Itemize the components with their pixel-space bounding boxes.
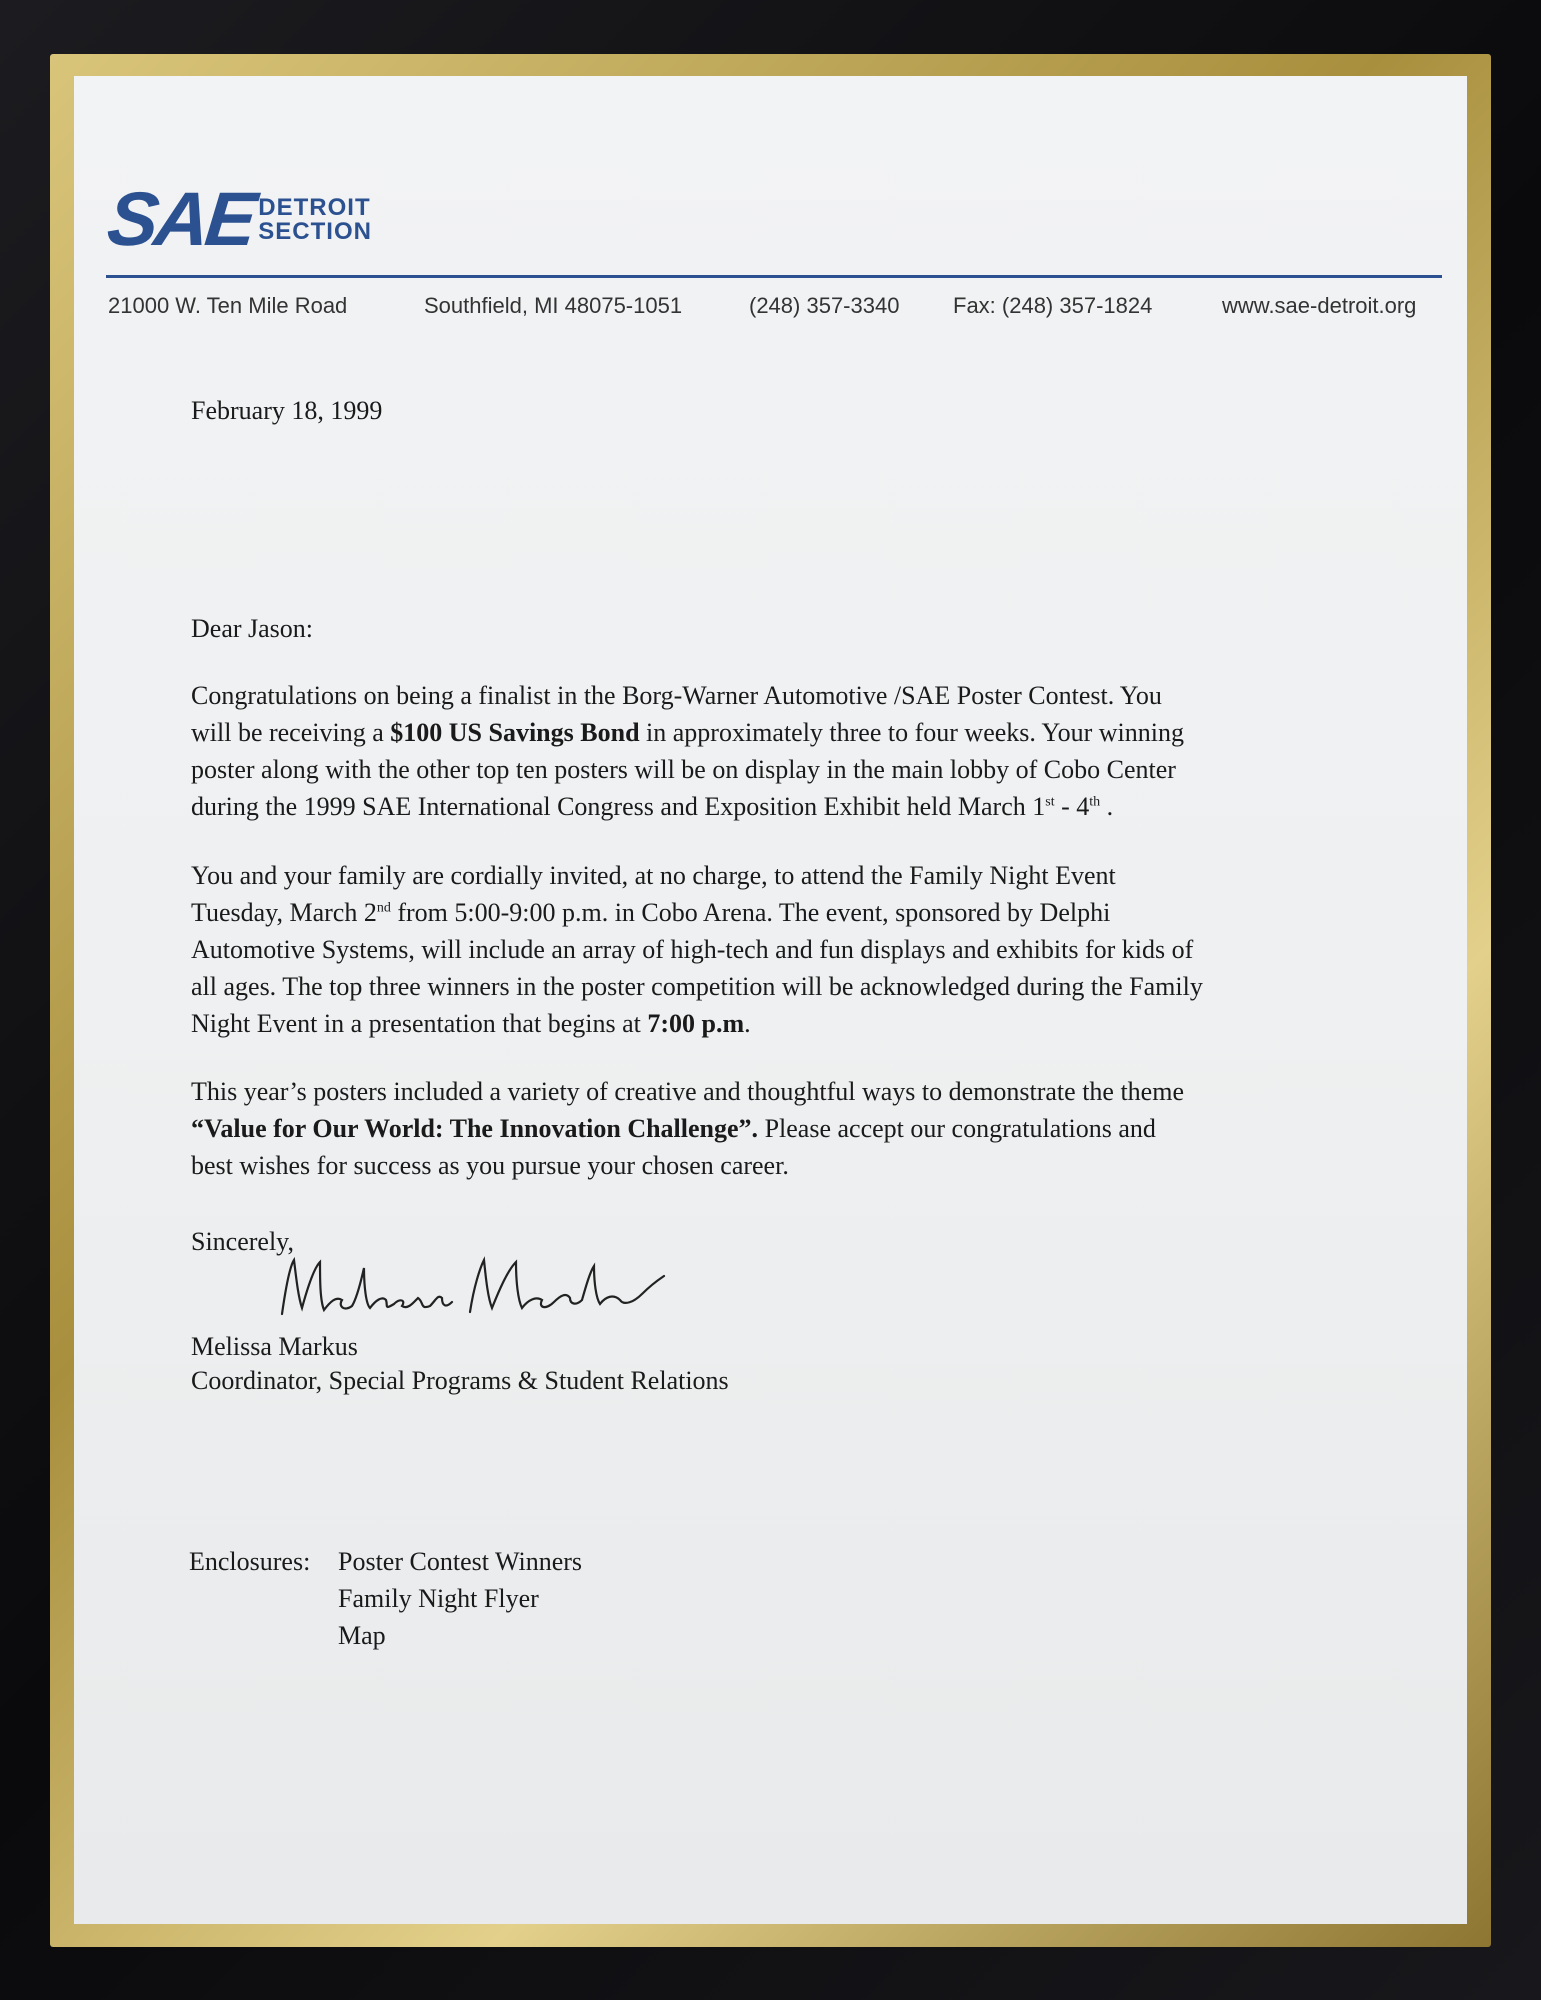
sae-logo [103, 177, 372, 262]
p3-line2-b: Please accept our congratulations and [758, 1114, 1156, 1143]
paragraph-3 [191, 1073, 1184, 1184]
p2-line2-a: Tuesday, March 2 [191, 898, 377, 927]
p1-line4-c: . [1100, 792, 1114, 821]
letterhead-phone: (248) 357-3340 [749, 293, 900, 318]
p2-line5 [191, 1005, 1203, 1042]
salutation: Dear Jason: [191, 614, 314, 643]
logo-sub-line2: SECTION [258, 218, 372, 245]
letterhead-address: 21000 W. Ten Mile Road [108, 293, 348, 318]
p1-line2-b: in approximately three to four weeks. Your winning [639, 718, 1184, 747]
logo-main-text: SAE [103, 177, 257, 262]
logo-sub-line1: DETROIT [258, 194, 371, 221]
letterhead-city: Southfield, MI 48075-1051 [424, 293, 683, 318]
enclosure-item: Family Night Flyer [338, 1584, 539, 1613]
handwritten-signature [274, 1246, 674, 1336]
p2-line5-a: Night Event in a presentation that begins at [191, 1009, 648, 1038]
p2-line3: Automotive Systems, will include an array of high-tech and fun displays and exhibits for kids of [191, 935, 1194, 964]
p1-line2-a: will be receiving a [191, 718, 391, 747]
enclosure-item: Map [338, 1621, 386, 1650]
letterhead-rule [106, 275, 1442, 278]
p1-line4-b: - 4 [1054, 792, 1090, 821]
p2-line2 [191, 894, 1203, 931]
p1-line2 [191, 714, 1184, 751]
p2-line5-b: . [744, 1009, 751, 1038]
p3-line1: This year’s posters included a variety of creative and thoughtful ways to demonstrate the theme [191, 1077, 1184, 1106]
theme-text: “Value for Our World: The Innovation Challenge”. [191, 1114, 759, 1143]
letterhead-website: www.sae-detroit.org [1222, 293, 1417, 318]
letter-date: February 18, 1999 [191, 396, 383, 425]
p3-line3: best wishes for success as you pursue your chosen career. [191, 1151, 789, 1180]
p1-line1: Congratulations on being a finalist in the Borg-Warner Automotive /SAE Poster Contest. You [191, 681, 1162, 710]
savings-bond-text: $100 US Savings Bond [390, 718, 640, 747]
p3-line2 [191, 1110, 1184, 1147]
p1-line4 [191, 788, 1184, 825]
signer-name: Melissa Markus [191, 1332, 358, 1361]
p1-line3: poster along with the other top ten posters will be on display in the main lobby of Cobo Center [191, 755, 1176, 784]
p2-line2-b: from 5:00-9:00 p.m. in Cobo Arena. The event, sponsored by Delphi [390, 898, 1111, 927]
letterhead-fax: Fax: (248) 357-1824 [953, 293, 1153, 318]
closing: Sincerely, [191, 1227, 294, 1256]
p1-line4-a: during the 1999 SAE International Congress and Exposition Exhibit held March 1 [191, 792, 1046, 821]
p2-line4: all ages. The top three winners in the poster competition will be acknowledged during the Family [191, 972, 1203, 1001]
paragraph-1 [191, 677, 1184, 825]
signer-title: Coordinator, Special Programs & Student Relations [191, 1366, 729, 1395]
logo-sub-text [258, 196, 372, 244]
presentation-time: 7:00 p.m [647, 1009, 745, 1038]
enclosures-label: Enclosures: [189, 1547, 311, 1576]
enclosure-item: Poster Contest Winners [338, 1547, 583, 1576]
p1-sup-th: th [1089, 794, 1101, 810]
p2-line1: You and your family are cordially invited, at no charge, to attend the Family Night Event [191, 861, 1116, 890]
p1-sup-st: st [1045, 794, 1055, 810]
p2-sup-nd: nd [376, 900, 391, 916]
paragraph-2 [191, 857, 1203, 1042]
